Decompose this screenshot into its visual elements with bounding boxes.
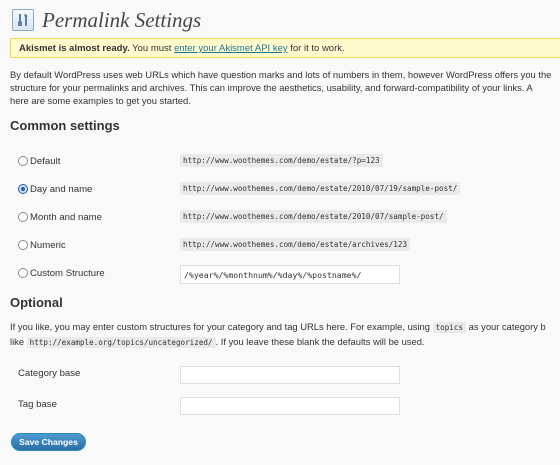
common-settings-heading: Common settings: [10, 118, 120, 133]
tag-base-input[interactable]: [180, 397, 400, 415]
option-example: http://www.woothemes.com/demo/estate/2010/07/sample-post/: [180, 210, 447, 223]
akismet-notice: [10, 38, 560, 58]
intro-text: [10, 68, 560, 107]
help-text: like: [10, 336, 27, 347]
notice-text-after: for it to work.: [287, 43, 345, 54]
option-default[interactable]: [18, 153, 558, 169]
category-base-input[interactable]: [180, 366, 400, 384]
help-code: topics: [433, 322, 466, 333]
page-title: Permalink Settings: [42, 7, 202, 32]
option-numeric[interactable]: [18, 237, 558, 253]
option-example: http://www.woothemes.com/demo/estate/2010/07/19/sample-post/: [180, 182, 460, 195]
help-line-2: [10, 335, 560, 350]
radio-custom-structure[interactable]: [18, 268, 28, 278]
help-code: http://example.org/topics/uncategorized/: [27, 337, 216, 348]
radio-month-and-name[interactable]: [18, 212, 28, 222]
optional-help-text: [10, 320, 560, 350]
radio-day-and-name[interactable]: [18, 184, 28, 194]
option-label: Default: [30, 155, 61, 167]
intro-line: structure for your permalinks and archives. This can improve the aesthetics, usability, and forward-compatibility of your links. A: [10, 82, 533, 93]
save-changes-button[interactable]: Save Changes: [11, 433, 86, 451]
custom-structure-input[interactable]: [180, 265, 400, 284]
notice-text-before: You must: [129, 43, 175, 54]
option-label: Numeric: [30, 239, 66, 251]
intro-line: here are some examples to get you started.: [10, 95, 191, 106]
option-label: Month and name: [30, 211, 102, 223]
help-line-1: [10, 320, 560, 335]
help-text: . If you leave these blank the defaults will be used.: [215, 336, 425, 347]
option-day-and-name[interactable]: [18, 181, 558, 197]
help-text: as your category b: [466, 321, 546, 332]
tools-icon: [12, 9, 34, 31]
tag-base-label: Tag base: [18, 399, 57, 410]
intro-line: By default WordPress uses web URLs which have question marks and lots of numbers in them, however WordPress offers you the: [10, 69, 552, 80]
option-example: http://www.woothemes.com/demo/estate/archives/123: [180, 238, 410, 251]
option-label: Day and name: [30, 183, 93, 195]
radio-numeric[interactable]: [18, 240, 28, 250]
help-text: If you like, you may enter custom structures for your category and tag URLs here. For example, using: [10, 321, 433, 332]
category-base-label: Category base: [18, 368, 81, 379]
optional-heading: Optional: [10, 295, 63, 310]
option-month-and-name[interactable]: [18, 209, 558, 225]
option-label: Custom Structure: [30, 267, 105, 279]
akismet-key-link[interactable]: enter your Akismet API key: [174, 43, 288, 54]
radio-default[interactable]: [18, 156, 28, 166]
option-example: http://www.woothemes.com/demo/estate/?p=123: [180, 154, 383, 167]
page-header: [12, 6, 201, 34]
notice-strong: Akismet is almost ready.: [19, 43, 130, 54]
